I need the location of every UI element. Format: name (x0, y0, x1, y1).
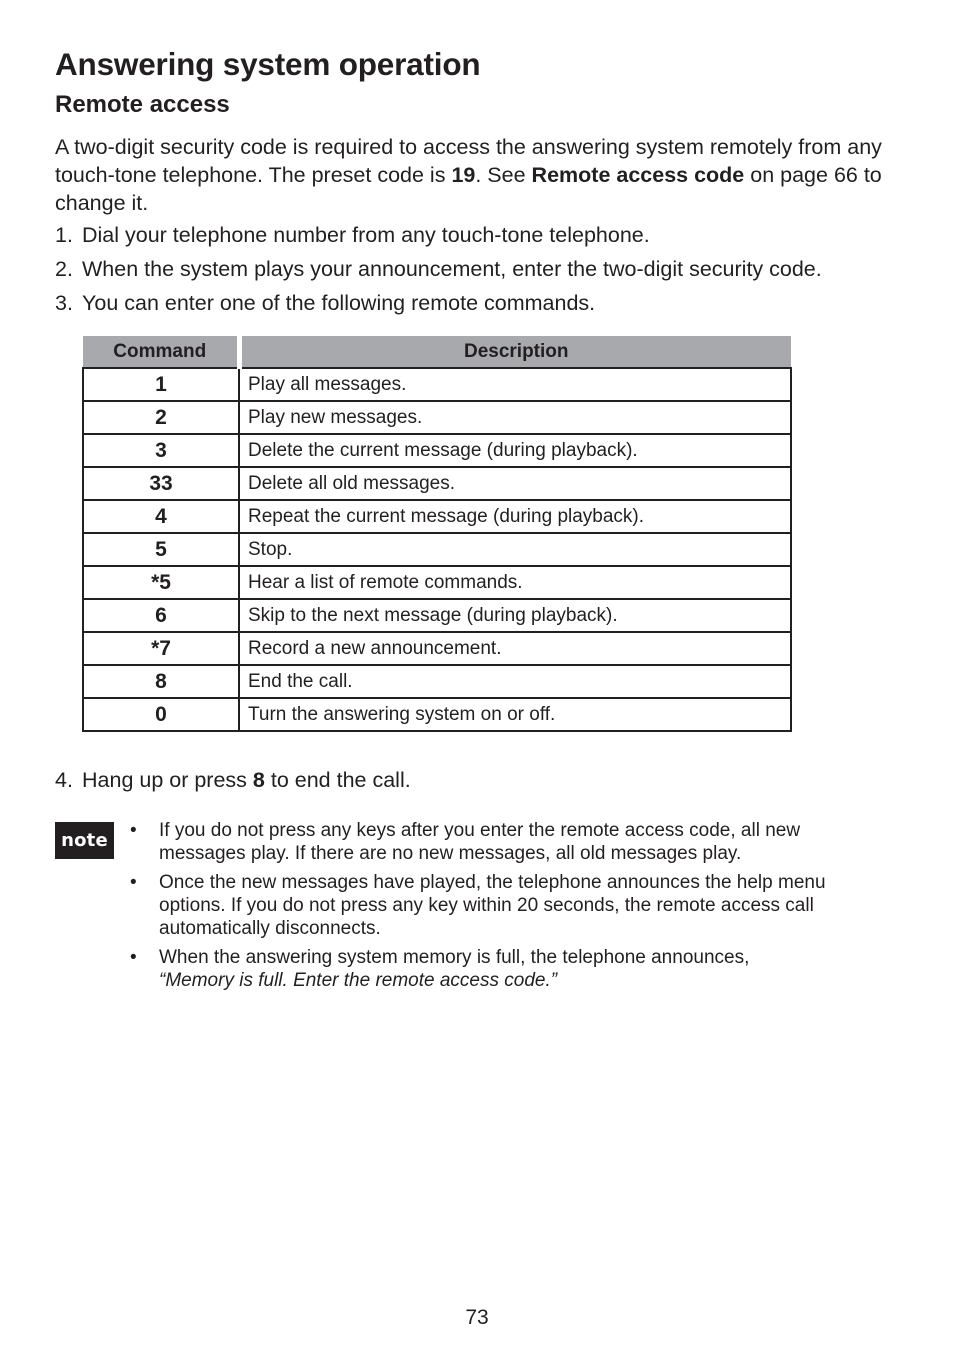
note-text: When the answering system memory is full, the telephone announces, (159, 947, 750, 968)
command-cell: 1 (83, 368, 239, 401)
list-item (130, 819, 890, 865)
description-cell: Play new messages. (239, 401, 791, 434)
description-cell: End the call. (239, 665, 791, 698)
intro-text-3: on page 66 to change it. (55, 163, 882, 215)
command-cell: *5 (83, 566, 239, 599)
step-text-1: Hang up or press (82, 768, 253, 792)
note-list (130, 819, 890, 998)
announcement-quote: “Memory is full. Enter the remote access code.” (159, 970, 558, 991)
command-cell: 0 (83, 698, 239, 731)
bullet-icon: • (130, 947, 137, 968)
command-cell: 4 (83, 500, 239, 533)
table-row (83, 368, 791, 401)
table-header-row (83, 336, 791, 368)
description-cell: Stop. (239, 533, 791, 566)
step-3 (55, 289, 595, 317)
note-text: Once the new messages have played, the telephone announces the help menu options. If you do not press any key within 20 seconds, the remote access call automatically disconnects. (159, 872, 826, 939)
description-cell: Delete the current message (during playback). (239, 434, 791, 467)
table-row (83, 434, 791, 467)
bullet-icon: • (130, 820, 137, 841)
step-number: 3. (55, 291, 73, 315)
remote-commands-table (82, 336, 792, 732)
list-item (130, 946, 890, 992)
step-text: Dial your telephone number from any touch-tone telephone. (82, 223, 650, 247)
step-1 (55, 221, 650, 249)
step-text: You can enter one of the following remote commands. (82, 291, 596, 315)
page-number: 73 (465, 1306, 489, 1329)
table-row (83, 467, 791, 500)
command-cell: 8 (83, 665, 239, 698)
step-text-2: to end the call. (264, 768, 411, 792)
page-title: Answering system operation (55, 46, 481, 82)
step-number: 4. (55, 768, 73, 792)
intro-text-1: A two-digit security code is required to access the answering system remotely from any touch-tone telephone. The preset code is (55, 135, 882, 187)
description-cell: Hear a list of remote commands. (239, 566, 791, 599)
description-cell: Repeat the current message (during playback). (239, 500, 791, 533)
preset-code: 19 (451, 163, 476, 187)
table-row (83, 665, 791, 698)
table-row (83, 698, 791, 731)
intro-paragraph (55, 133, 915, 217)
end-call-key: 8 (252, 768, 265, 792)
step-text: When the system plays your announcement, enter the two-digit security code. (82, 257, 822, 281)
command-cell: 5 (83, 533, 239, 566)
bullet-icon: • (130, 872, 137, 893)
command-cell: *7 (83, 632, 239, 665)
command-cell: 6 (83, 599, 239, 632)
step-number: 2. (55, 257, 73, 281)
description-cell: Skip to the next message (during playback). (239, 599, 791, 632)
description-cell: Record a new announcement. (239, 632, 791, 665)
description-column-header: Description (239, 336, 791, 368)
step-4 (55, 766, 411, 794)
note-text: If you do not press any keys after you enter the remote access code, all new messages play. If there are no new messages, all old messages play. (159, 820, 801, 864)
table-row (83, 401, 791, 434)
list-item (130, 871, 890, 940)
table-row (83, 500, 791, 533)
intro-text-2: . See (475, 163, 532, 187)
step-number: 1. (55, 223, 73, 247)
command-column-header: Command (83, 336, 239, 368)
command-cell: 3 (83, 434, 239, 467)
section-heading: Remote access (55, 91, 230, 118)
remote-access-code-reference: Remote access code (531, 163, 745, 187)
table-row (83, 566, 791, 599)
command-cell: 2 (83, 401, 239, 434)
description-cell: Delete all old messages. (239, 467, 791, 500)
description-cell: Turn the answering system on or off. (239, 698, 791, 731)
step-2 (55, 255, 822, 283)
note-badge: note (55, 822, 114, 859)
description-cell: Play all messages. (239, 368, 791, 401)
table-row (83, 599, 791, 632)
table-row (83, 632, 791, 665)
table-row (83, 533, 791, 566)
command-cell: 33 (83, 467, 239, 500)
